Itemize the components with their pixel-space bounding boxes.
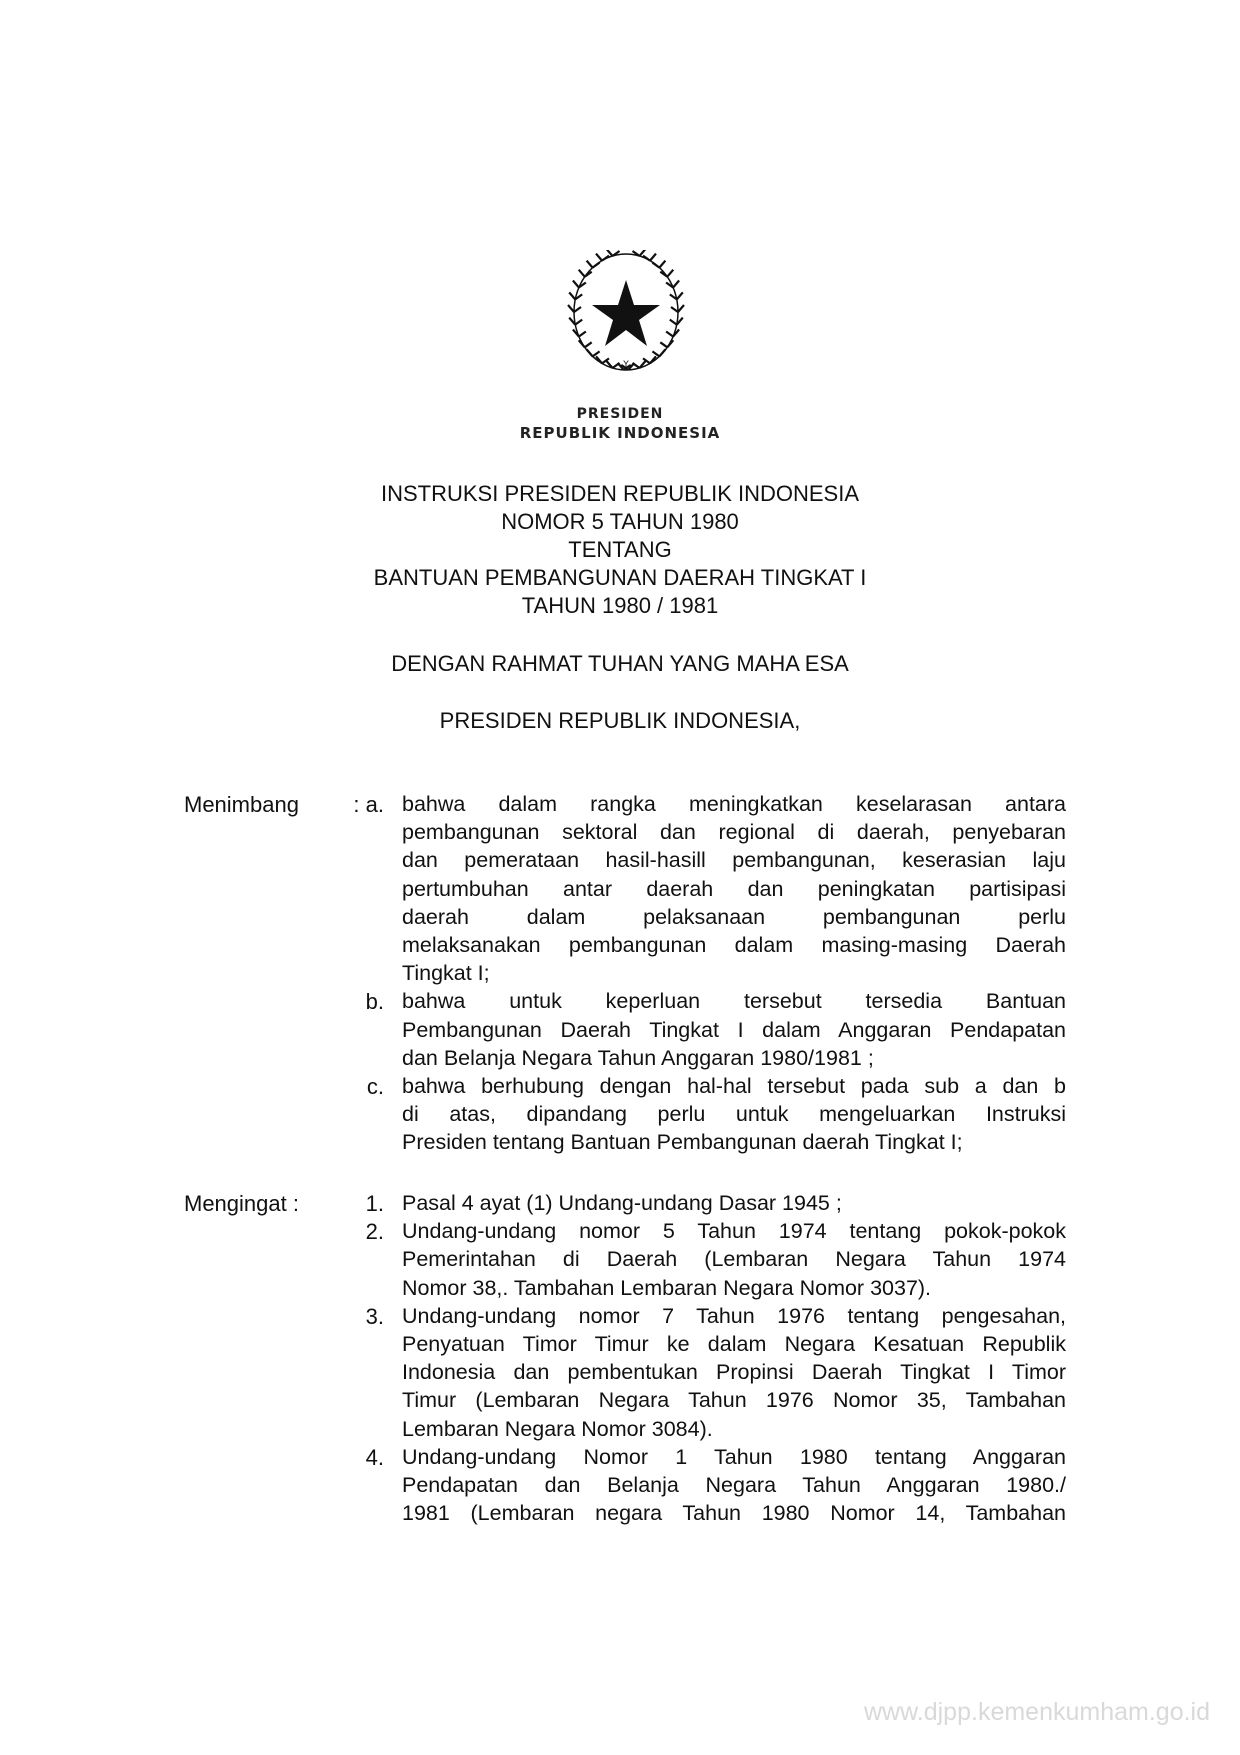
menimbang-item-marker: : a. bbox=[353, 792, 384, 817]
menimbang-item-line: dan pemerataan hasil-hasill pembangunan, keserasian laju bbox=[402, 848, 1066, 873]
doc-title-line: BANTUAN PEMBANGUNAN DAERAH TINGKAT I bbox=[373, 565, 867, 590]
doc-title-line: TAHUN 1980 / 1981 bbox=[521, 593, 719, 618]
mengingat-item-line: Penyatuan Timor Timur ke dalam Negara Kesatuan Republik bbox=[402, 1332, 1066, 1356]
menimbang-item-line: bahwa dalam rangka meningkatkan keselarasan antara bbox=[402, 792, 1066, 816]
preamble: DENGAN RAHMAT TUHAN YANG MAHA ESA bbox=[391, 651, 849, 676]
mengingat-item-line: Nomor 38,. Tambahan Lembaran Negara Nomor 3037). bbox=[402, 1275, 932, 1300]
mengingat-item-line: Indonesia dan pembentukan Propinsi Daerah Tingkat I Timor bbox=[402, 1360, 1066, 1385]
mengingat-item-line: Pemerintahan di Daerah (Lembaran Negara Tahun 1974 bbox=[402, 1247, 1066, 1272]
mengingat-item-marker: 3. bbox=[365, 1303, 384, 1329]
doc-title-line: INSTRUKSI PRESIDEN REPUBLIK INDONESIA bbox=[381, 481, 859, 506]
mengingat-item-line: Undang-undang nomor 7 Tahun 1976 tentang pengesahan, bbox=[402, 1303, 1066, 1328]
presidential-emblem-icon bbox=[560, 250, 692, 382]
mengingat-item-line: Timur (Lembaran Negara Tahun 1976 Nomor 35, Tambahan bbox=[402, 1388, 1066, 1413]
menimbang-item-line: bahwa untuk keperluan tersebut tersedia Bantuan bbox=[402, 989, 1066, 1014]
mengingat-item-marker: 2. bbox=[365, 1219, 384, 1245]
mengingat-item-line: Lembaran Negara Nomor 3084). bbox=[402, 1416, 713, 1441]
mengingat-item-line: Pendapatan dan Belanja Negara Tahun Anggaran 1980./ bbox=[402, 1473, 1066, 1497]
menimbang-item-line: di atas, dipandang perlu untuk mengeluarkan Instruksi bbox=[402, 1102, 1066, 1127]
menimbang-item-line: pembangunan sektoral dan regional di daerah, penyebaran bbox=[402, 820, 1066, 845]
menimbang-item-line: bahwa berhubung dengan hal-hal tersebut pada sub a dan b bbox=[402, 1074, 1066, 1098]
menimbang-item-line: dan Belanja Negara Tahun Anggaran 1980/1981 ; bbox=[402, 1045, 874, 1070]
letterhead-line-2: REPUBLIK INDONESIA bbox=[519, 424, 721, 442]
mengingat-item-line: Undang-undang nomor 5 Tahun 1974 tentang pokok-pokok bbox=[402, 1219, 1066, 1244]
mengingat-label: Mengingat : bbox=[184, 1191, 299, 1216]
mengingat-item-marker: 4. bbox=[365, 1444, 384, 1470]
watermark: www.djpp.kemenkumham.go.id bbox=[864, 1698, 1210, 1726]
mengingat-item-line: 1981 (Lembaran negara Tahun 1980 Nomor 14, Tambahan bbox=[402, 1501, 1066, 1526]
mengingat-item-line: Pasal 4 ayat (1) Undang-undang Dasar 1945 ; bbox=[402, 1191, 842, 1215]
issuer: PRESIDEN REPUBLIK INDONESIA, bbox=[439, 708, 801, 733]
doc-title-line: TENTANG bbox=[568, 537, 672, 562]
menimbang-item-marker: b. bbox=[365, 989, 384, 1015]
menimbang-item-line: Presiden tentang Bantuan Pembangunan daerah Tingkat I; bbox=[402, 1130, 963, 1155]
menimbang-item-marker: c. bbox=[366, 1074, 384, 1099]
menimbang-label: Menimbang bbox=[184, 792, 299, 817]
mengingat-item-marker: 1. bbox=[365, 1191, 384, 1216]
menimbang-item-line: Tingkat I; bbox=[402, 961, 490, 986]
menimbang-item-line: pertumbuhan antar daerah dan peningkatan partisipasi bbox=[402, 876, 1066, 901]
menimbang-item-line: Pembangunan Daerah Tingkat I dalam Anggaran Pendapatan bbox=[402, 1017, 1066, 1042]
menimbang-item-line: daerah dalam pelaksanaan pembangunan perlu bbox=[402, 904, 1066, 929]
menimbang-item-line: melaksanakan pembangunan dalam masing-masing Daerah bbox=[402, 933, 1066, 957]
letterhead-line-1: PRESIDEN bbox=[576, 406, 664, 422]
doc-title-line: NOMOR 5 TAHUN 1980 bbox=[501, 509, 739, 534]
svg-text:Y: Y bbox=[623, 360, 629, 370]
mengingat-item-line: Undang-undang Nomor 1 Tahun 1980 tentang Anggaran bbox=[402, 1444, 1066, 1469]
